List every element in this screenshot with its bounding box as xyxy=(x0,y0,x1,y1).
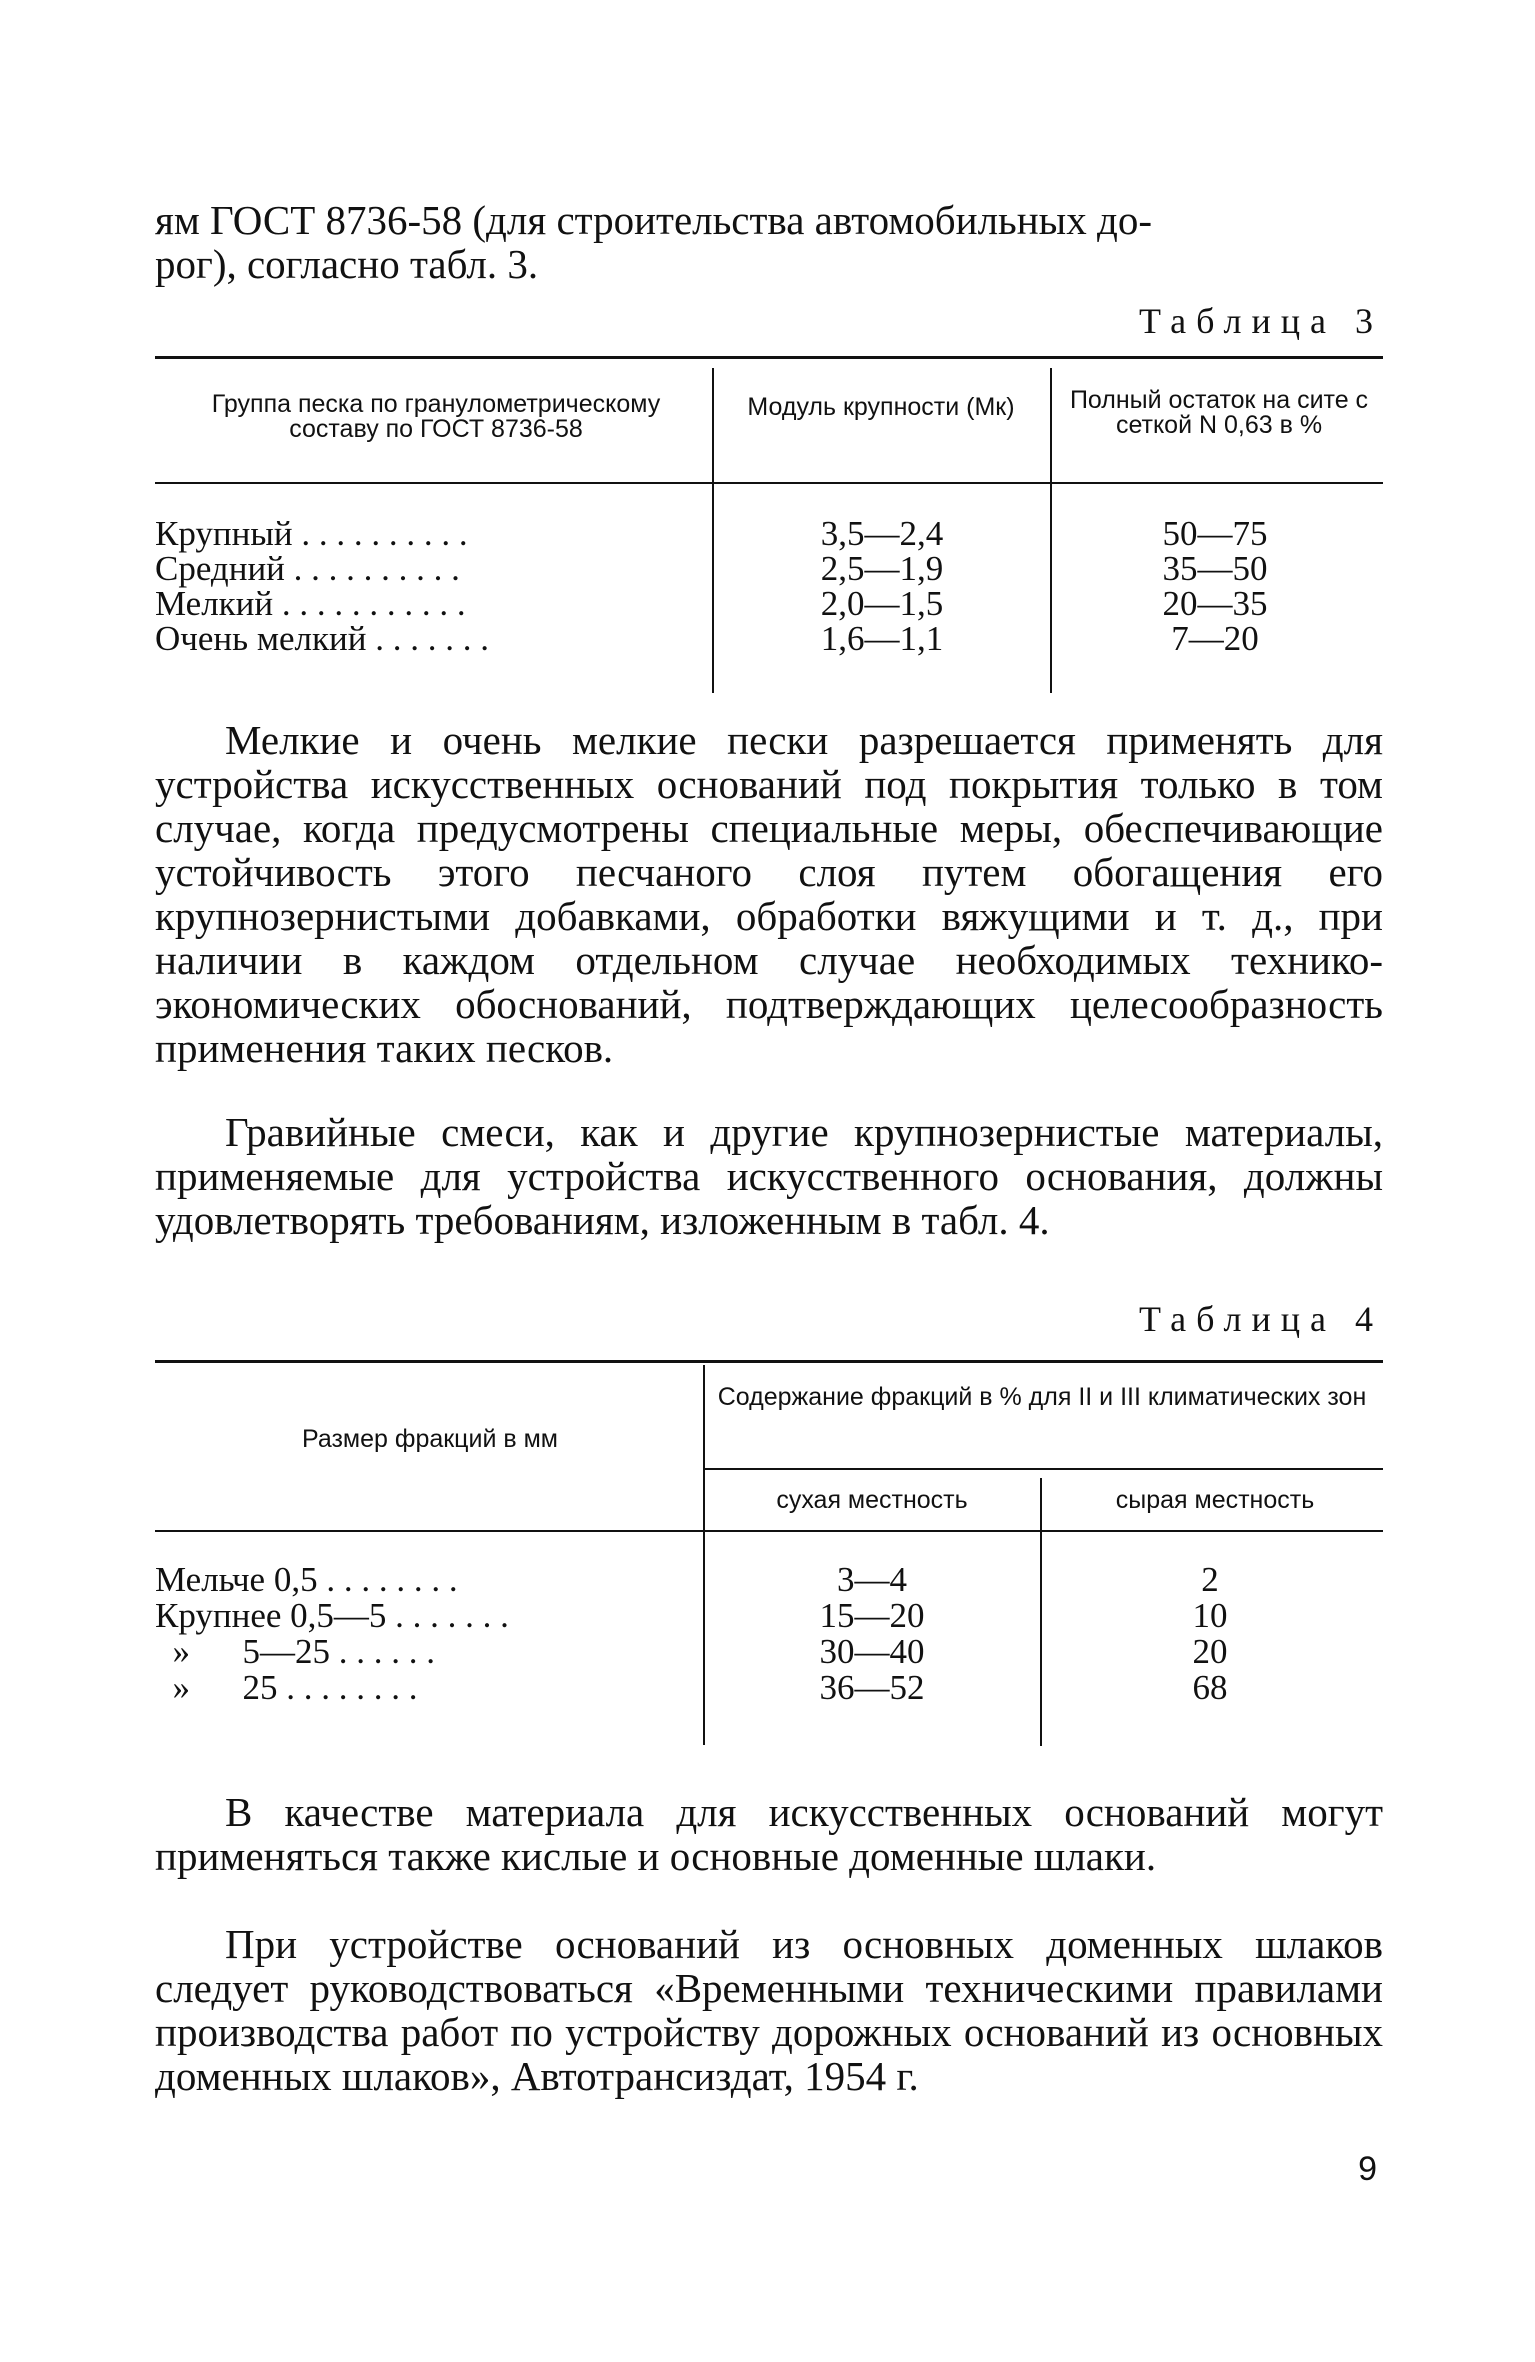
table4-row-2-dry: 15—20 xyxy=(819,1596,925,1635)
table3-row-4-group: Очень мелкий . . . . . . . xyxy=(155,619,489,658)
table4-row-3-wet: 20 xyxy=(1192,1632,1228,1671)
table4-header-content: Содержание фракций в % для II и III климатических зон xyxy=(717,1383,1367,1411)
paragraph-3: В качестве материала для искусственных оснований могут применяться также кислые и основные доменные шлаки. xyxy=(155,1789,1383,1879)
table4-header-wet: сырая местность xyxy=(1115,1486,1315,1514)
paragraph-2: Гравийные смеси, как и другие крупнозернистые материалы, применяемые для устройства искусственного основания, должны удовлетворять требованиям, изложенным в табл. 4. xyxy=(155,1109,1383,1243)
table4-row-4-dry: 36—52 xyxy=(819,1668,925,1707)
table4-row-1-size: Мельче 0,5 . . . . . . . . xyxy=(155,1560,458,1599)
table3-header-residue: Полный остаток на сите с сеткой N 0,63 в % xyxy=(1069,386,1369,439)
table3-row-1-group: Крупный . . . . . . . . . . xyxy=(155,514,468,553)
table4-header-dry: сухая местность xyxy=(776,1486,968,1514)
table4-row-3-size: » 5—25 . . . . . . xyxy=(155,1632,435,1671)
table3-row-1-residue: 50—75 xyxy=(1162,514,1268,553)
table4-header-rule xyxy=(155,1530,1383,1532)
table3-top-rule xyxy=(155,356,1383,359)
table4-caption: Таблица 4 xyxy=(1139,1299,1383,1339)
table3-row-1-modulus: 3,5—2,4 xyxy=(820,514,944,553)
table4-row-3-dry: 30—40 xyxy=(819,1632,925,1671)
table4-top-rule xyxy=(155,1360,1383,1363)
page-number: 9 xyxy=(1358,2150,1377,2188)
table4-row-1-dry: 3—4 xyxy=(837,1560,907,1599)
table3-row-3-modulus: 2,0—1,5 xyxy=(820,584,944,623)
table3-caption: Таблица 3 xyxy=(1139,301,1383,341)
table4-row-4-wet: 68 xyxy=(1192,1668,1228,1707)
table4-subheader-rule xyxy=(705,1468,1383,1470)
table3-row-2-group: Средний . . . . . . . . . . xyxy=(155,549,460,588)
table3-row-3-group: Мелкий . . . . . . . . . . . xyxy=(155,584,466,623)
table3-row-2-residue: 35—50 xyxy=(1162,549,1268,588)
intro-line-1: ям ГОСТ 8736-58 (для строительства автомобильных до- xyxy=(155,197,1152,243)
table3-header-rule xyxy=(155,482,1383,484)
paragraph-4: При устройстве оснований из основных доменных шлаков следует руководствоваться «Временными техническими правилами производства работ по устройству дорожных оснований из основных доменных шлаков», Автотрансиздат, 1954 г. xyxy=(155,1921,1383,2099)
table4-row-1-wet: 2 xyxy=(1201,1560,1219,1599)
table4-row-2-wet: 10 xyxy=(1192,1596,1228,1635)
table3-header-modulus: Модуль крупности (Mк) xyxy=(747,393,1015,421)
intro-text xyxy=(155,198,1383,286)
table3-row-4-residue: 7—20 xyxy=(1171,619,1259,658)
table4-header-size: Размер фракций в мм xyxy=(302,1425,558,1453)
table4-row-2-size: Крупнее 0,5—5 . . . . . . . xyxy=(155,1596,509,1635)
table3-header-group: Группа песка по гранулометрическому составу по ГОСТ 8736-58 xyxy=(211,390,661,443)
intro-line-2: рог), согласно табл. 3. xyxy=(155,241,539,287)
paragraph-1: Мелкие и очень мелкие пески разрешается применять для устройства искусственных оснований под покрытия только в том случае, когда предусмотрены специальные меры, обеспечивающие устойчивость этого песчаного слоя путем обогащения его крупнозернистыми добавками, обработки вяжущими и т. д., при наличии в каждом отдельном случае необходимых технико-экономических обоснований, подтверждающих целесообразность применения таких песков. xyxy=(155,717,1383,1071)
table3-row-4-modulus: 1,6—1,1 xyxy=(820,619,944,658)
table3-row-2-modulus: 2,5—1,9 xyxy=(820,549,944,588)
table4-row-4-size: » 25 . . . . . . . . xyxy=(155,1668,418,1707)
table3-row-3-residue: 20—35 xyxy=(1162,584,1268,623)
